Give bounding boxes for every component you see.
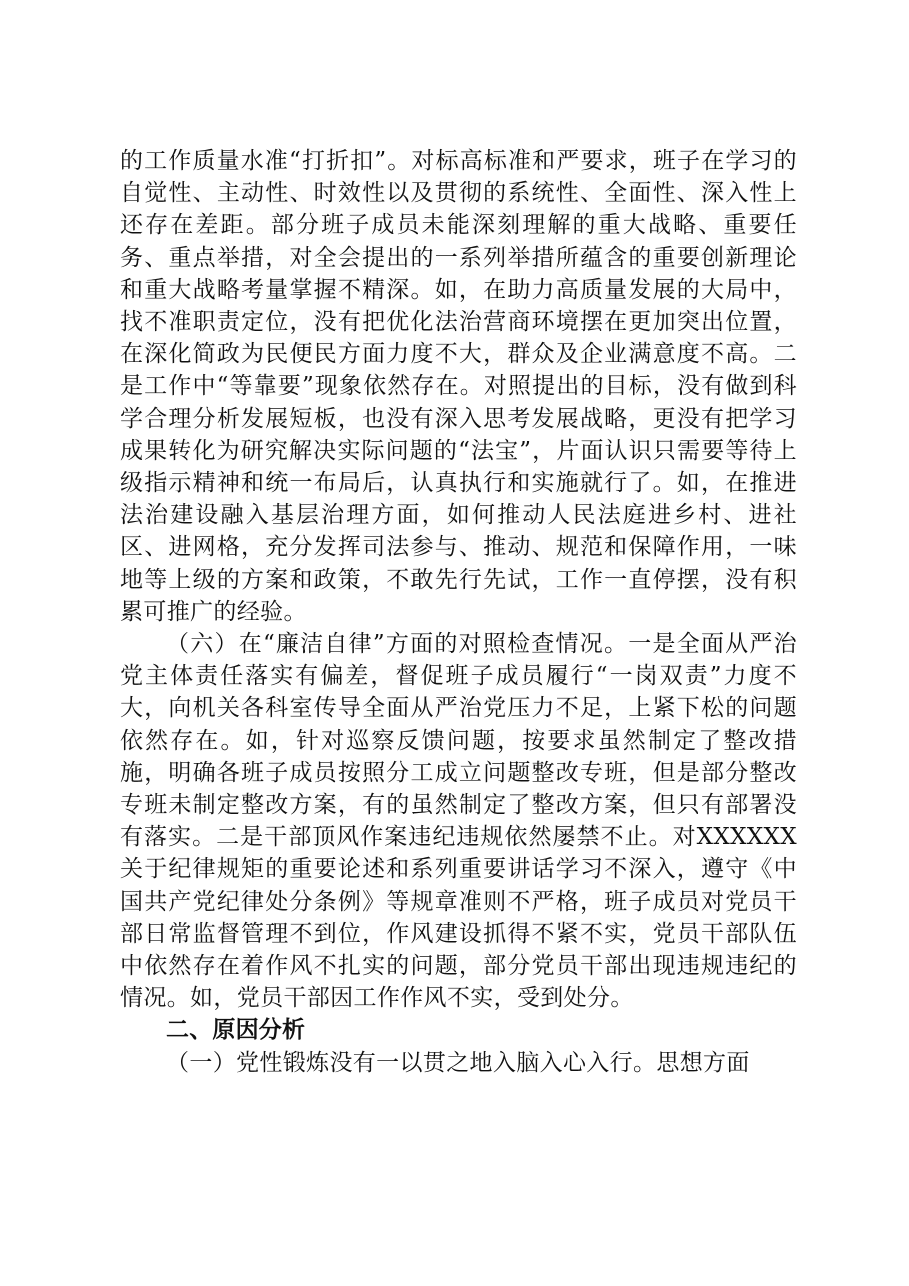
body-paragraph-integrity-review: （六）在“廉洁自律”方面的对照检查情况。一是全面从严治党主体责任落实有偏差，督促班子成员履行“一岗双责”力度不大，向机关各科室传导全面从严治党压力不足，上紧下松的问题依然存在。如，针对巡察反馈问题，按要求虽然制定了整改措施，明确各班子成员按照分工成立问题整改专班，但是部分整改专班未制定整改方案，有的虽然制定了整改方案，但只有部署没有落实。二是干部顶风作案违纪违规依然屡禁不止。对XXXXXX关于纪律规矩的重要论述和系列重要讲话学习不深入，遵守《中国共产党纪律处分条例》等规章准则不严格，班子成员对党员干部日常监督管理不到位，作风建设抓得不紧不实，党员干部队伍中依然存在着作风不扎实的问题，部分党员干部出现违规违纪的情况。如，党员干部因工作作风不实，受到处分。 (120, 631, 797, 1012)
section-heading-cause-analysis: 二、原因分析 (166, 1017, 306, 1044)
body-paragraph-party-spirit: （一）党性锻炼没有一以贯之地入脑入心入行。思想方面 (166, 1049, 750, 1076)
body-paragraph-continuation: 的工作质量水准“打折扣”。对标高标准和严要求，班子在学习的自觉性、主动性、时效性以及贯彻的系统性、全面性、深入性上还存在差距。部分班子成员未能深刻理解的重大战略、重要任务、重点举措，对全会提出的一系列举措所蕴含的重要创新理论和重大战略考量掌握不精深。如，在助力高质量发展的大局中，找不准职责定位，没有把优化法治营商环境摆在更加突出位置，在深化简政为民便民方面力度不大，群众及企业满意度不高。二是工作中“等靠要”现象依然存在。对照提出的目标，没有做到科学合理分析发展短板，也没有深入思考发展战略，更没有把学习成果转化为研究解决实际问题的“法宝”，片面认识只需要等待上级指示精神和统一布局后，认真执行和实施就行了。如，在推进法治建设融入基层治理方面，如何推动人民法庭进乡村、进社区、进网格，充分发挥司法参与、推动、规范和保障作用，一味地等上级的方案和政策，不敢先行先试，工作一直停摆，没有积累可推广的经验。 (120, 148, 797, 625)
document-page (120, 145, 797, 1079)
